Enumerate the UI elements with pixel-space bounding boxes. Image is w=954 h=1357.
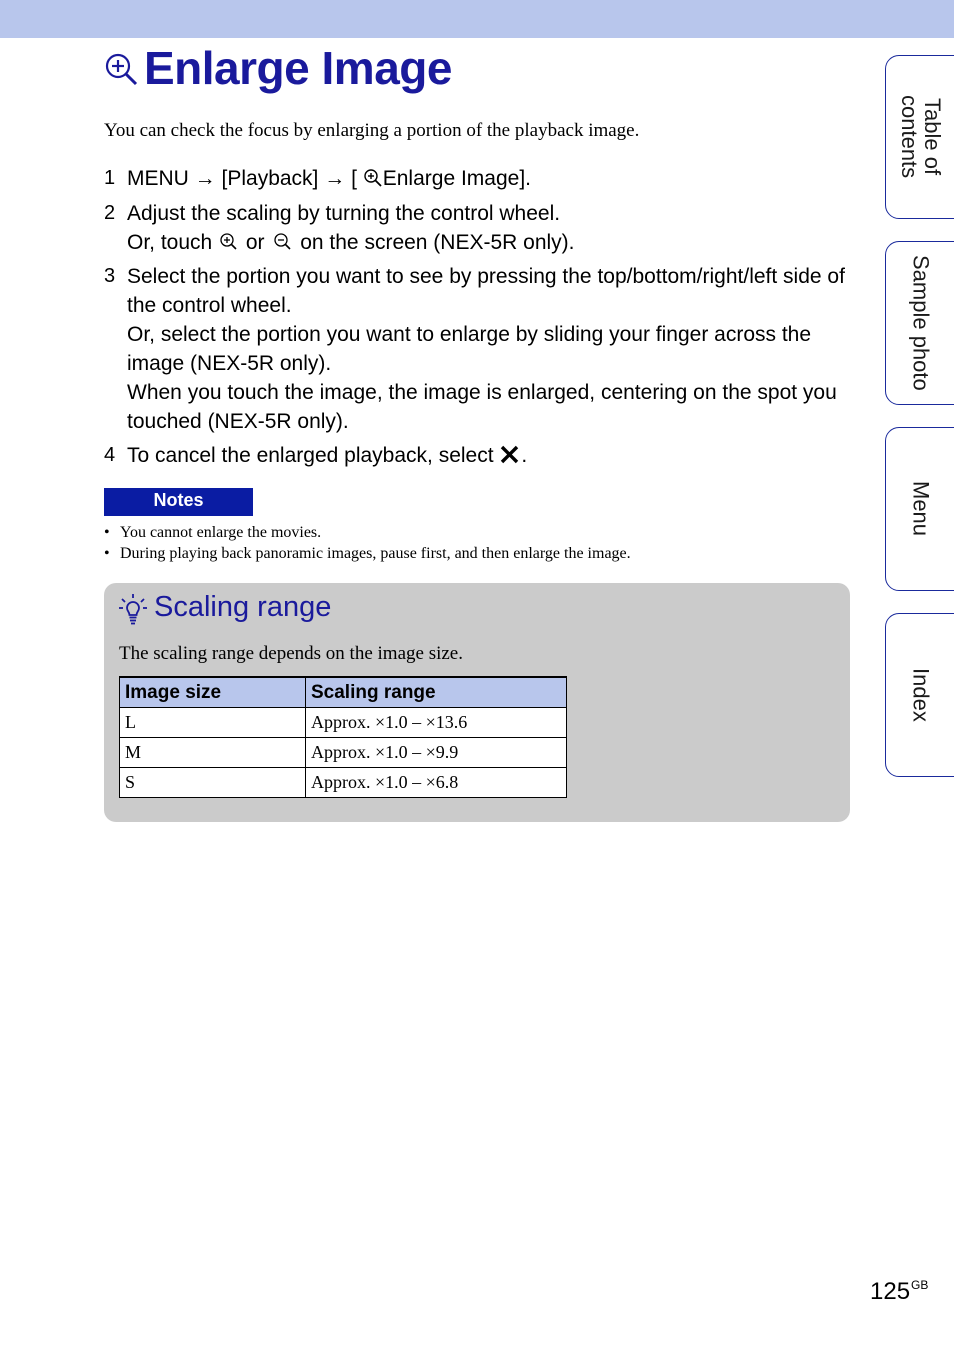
step-text: MENU bbox=[127, 167, 195, 190]
step-text: Adjust the scaling by turning the control wheel. bbox=[127, 202, 561, 225]
zoom-in-icon bbox=[218, 232, 240, 252]
tab-sample-photo[interactable] bbox=[885, 241, 954, 405]
step-4 bbox=[104, 441, 857, 470]
title-text: Enlarge Image bbox=[144, 42, 452, 94]
close-icon bbox=[499, 444, 521, 464]
hint-box bbox=[104, 583, 850, 822]
tab-index[interactable] bbox=[885, 613, 954, 777]
step-text: Or, touch bbox=[127, 231, 219, 254]
table-row bbox=[120, 738, 567, 768]
zoom-out-icon bbox=[270, 232, 294, 252]
header-bar bbox=[0, 0, 954, 38]
step-text: To cancel the enlarged playback, select bbox=[127, 444, 500, 467]
note-item bbox=[104, 524, 321, 542]
table-row bbox=[120, 708, 567, 738]
table-cell: M bbox=[120, 738, 306, 768]
step-text: on the screen (NEX-5R only). bbox=[294, 231, 575, 254]
tab-label: Menu bbox=[908, 481, 934, 537]
intro-text: You can check the focus by enlarging a portion of the playback image. bbox=[104, 120, 640, 141]
step-3 bbox=[104, 262, 857, 436]
page-number-suffix: GB bbox=[911, 1278, 929, 1292]
table-row bbox=[120, 768, 567, 798]
step-1 bbox=[104, 164, 857, 193]
arrow-icon: → bbox=[324, 167, 346, 190]
note-text: You cannot enlarge the movies. bbox=[120, 524, 322, 541]
lightbulb-icon bbox=[118, 593, 148, 625]
column-header: Scaling range bbox=[306, 677, 567, 708]
table-cell: Approx. ×1.0 – ×13.6 bbox=[306, 708, 567, 738]
step-text: or bbox=[240, 231, 271, 254]
arrow-icon: → bbox=[194, 167, 216, 190]
step-number: 3 bbox=[104, 265, 116, 287]
step-text: When you touch the image, the image is enlarged, centering on the spot you touched (NEX-5R only). bbox=[127, 381, 837, 433]
note-item bbox=[104, 545, 631, 563]
step-number: 4 bbox=[104, 444, 116, 466]
table-cell: L bbox=[120, 708, 306, 738]
tab-label: Table of contents bbox=[897, 95, 945, 179]
notes-label: Notes bbox=[104, 488, 253, 516]
step-text: . bbox=[521, 444, 528, 467]
column-header: Image size bbox=[120, 677, 306, 708]
zoom-in-icon bbox=[104, 52, 138, 86]
tab-label: Sample photo bbox=[908, 255, 934, 391]
step-text: Or, select the portion you want to enlarge by sliding your finger across the image (NEX-5R only). bbox=[127, 323, 812, 375]
step-text: Select the portion you want to see by pressing the top/bottom/right/left side of the control wheel. bbox=[127, 265, 845, 317]
tab-table-of-contents[interactable] bbox=[885, 55, 954, 219]
tab-menu[interactable] bbox=[885, 427, 954, 591]
hint-text: The scaling range depends on the image size. bbox=[119, 643, 463, 664]
bullet: • bbox=[104, 524, 110, 541]
table-cell: S bbox=[120, 768, 306, 798]
table-cell: Approx. ×1.0 – ×6.8 bbox=[306, 768, 567, 798]
page-title bbox=[104, 40, 452, 96]
table-header-row bbox=[120, 677, 567, 708]
table-cell: Approx. ×1.0 – ×9.9 bbox=[306, 738, 567, 768]
step-number: 1 bbox=[104, 167, 116, 189]
page-number bbox=[870, 1278, 928, 1306]
bullet: • bbox=[104, 545, 110, 562]
page-number-value: 125 bbox=[870, 1278, 911, 1305]
step-text: [Playback] bbox=[215, 167, 325, 190]
zoom-in-icon bbox=[363, 168, 383, 188]
scaling-range-table bbox=[119, 676, 567, 798]
step-text: [ bbox=[345, 167, 363, 190]
note-text: During playing back panoramic images, pause first, and then enlarge the image. bbox=[120, 545, 631, 562]
step-number: 2 bbox=[104, 202, 116, 224]
tab-label: Index bbox=[908, 668, 934, 722]
step-2 bbox=[104, 199, 857, 257]
step-text: Enlarge Image]. bbox=[382, 167, 532, 190]
hint-title: Scaling range bbox=[154, 591, 332, 623]
